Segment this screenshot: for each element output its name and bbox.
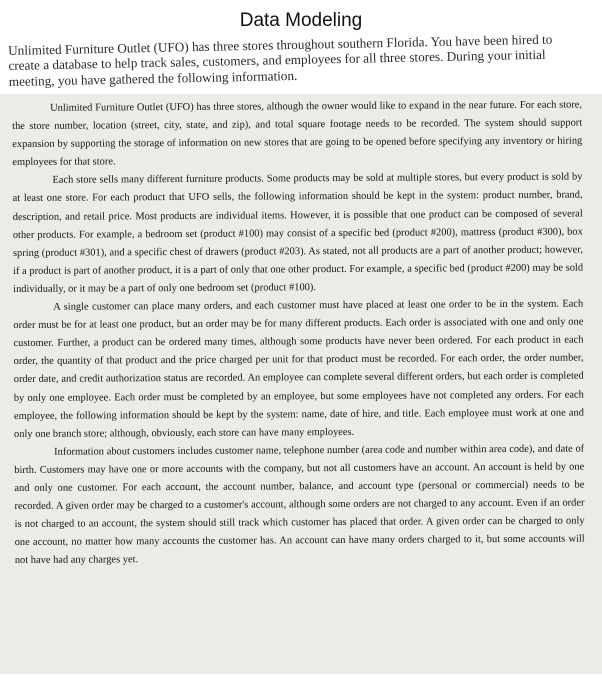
page-title: Data Modeling — [239, 10, 363, 31]
scanned-text-body — [12, 97, 585, 571]
paragraph-stores: Unlimited Furniture Outlet (UFO) has three stores, although the owner would like to expand in the near future. For each store, the store number, location (street, city, state, and zip), and total square footage needs to be recorded. The system should support expansion by supporting the storage of information on new stores that are going to be opened before specifying any inventory or hiring employees for that store. — [12, 99, 583, 169]
paragraph-customers-accounts: Information about customers includes customer name, telephone number (area code and number within area code), and date of birth. Customers may have one or more accounts with the company, but not all customers have an account. An account is held by one and only one customer. For each account, the account number, balance, and account type (personal or commercial) needs to be recorded. A given order may be charged to a customer's account, although some orders are not charged to any account. Even if an order is not charged to an account, the system should still track which customer has placed that order. A given order can be charged to only one account, no matter how many accounts the customer has. An account can have many orders charged to it, but some accounts will not have had any charges yet. — [14, 443, 585, 567]
paragraph-products: Each store sells many different furniture products. Some products may be sold at multiple stores, but every product is sold by at least one store. For each product that UFO sells, the following information should be kept in the system: product number, brand, description, and retail price. Most products are individual items. However, it is possible that one product can be composed of several other products. For example, a bedroom set (product #100) may consist of a specific bed (product #200), mattress (product #300), box spring (product #301), and a specific chest of drawers (product #203). As stated, not all products are a part of another product; however, if a product is part of another product, it is a part of only that one other product. For example, a specific bed (product #200) may be sold individually, or it may be a part of only one bedroom set (product #100). — [12, 171, 584, 295]
paragraph-orders-employees: A single customer can place many orders, and each customer must have placed at least one order to be in the system. Each order must be for at least one product, but an order may be for many different products. Each order is associated with one and only one customer. Further, a product can be ordered many times, although some products have never been ordered. For each product in each order, the quantity of that product and the price charged per unit for that product must be recorded. For each order, the order number, order date, and credit authorization status are recorded. An employee can complete several different orders, but each order is completed by only one employee. Each order must be completed by an employee, but some employees have not completed any orders. For each employee, the following information should be kept by the system: name, date of hire, and title. Each employee must work at one and only one branch store; although, obviously, each store can have many employees. — [13, 298, 584, 440]
intro-paragraph: Unlimited Furniture Outlet (UFO) has three stores throughout southern Florida. You have been hired to create a database to help track sales, customers, and employees for all three stores. During your initial meeting, you have gathered the following information. — [8, 31, 553, 89]
bottom-margin — [0, 674, 602, 700]
